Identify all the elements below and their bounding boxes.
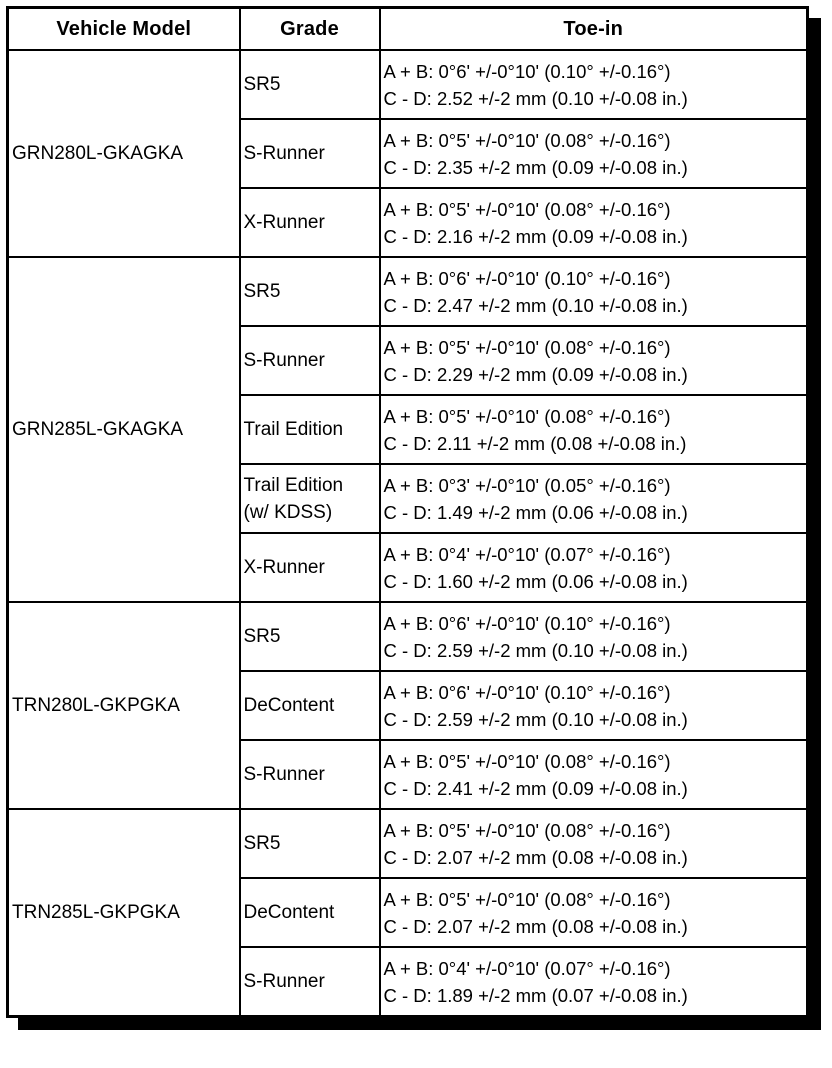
toe-in-spec-table xyxy=(6,6,809,1018)
vehicle-model-cell: GRN285L-GKAGKA xyxy=(8,257,240,602)
grade-cell: SR5 xyxy=(240,602,380,671)
toe-in-cell xyxy=(380,878,808,947)
toe-cd-value: C - D: 2.11 +/-2 mm (0.08 +/-0.08 in.) xyxy=(383,432,687,454)
vehicle-model-cell: TRN280L-GKPGKA xyxy=(8,602,240,809)
toe-ab-value: A + B: 0°5' +/-0°10' (0.08° +/-0.16°) xyxy=(383,198,671,220)
toe-ab-value: A + B: 0°5' +/-0°10' (0.08° +/-0.16°) xyxy=(383,750,671,772)
toe-ab-value: A + B: 0°5' +/-0°10' (0.08° +/-0.16°) xyxy=(383,819,671,841)
toe-in-cell xyxy=(380,326,808,395)
table-row xyxy=(8,809,808,878)
grade-cell: SR5 xyxy=(240,257,380,326)
toe-ab-value: A + B: 0°5' +/-0°10' (0.08° +/-0.16°) xyxy=(383,888,671,910)
grade-line-2: (w/ KDSS) xyxy=(243,501,333,523)
header-row xyxy=(8,8,808,51)
toe-ab-value: A + B: 0°5' +/-0°10' (0.08° +/-0.16°) xyxy=(383,336,671,358)
grade-cell: S-Runner xyxy=(240,740,380,809)
grade-cell: S-Runner xyxy=(240,947,380,1017)
toe-cd-value: C - D: 2.07 +/-2 mm (0.08 +/-0.08 in.) xyxy=(383,915,688,937)
table-row xyxy=(8,50,808,119)
grade-cell: Trail Edition xyxy=(240,395,380,464)
toe-in-cell xyxy=(380,464,808,533)
toe-in-cell xyxy=(380,119,808,188)
toe-in-cell xyxy=(380,671,808,740)
header-vehicle-model: Vehicle Model xyxy=(8,8,240,51)
toe-in-cell xyxy=(380,395,808,464)
grade-cell xyxy=(240,464,380,533)
toe-cd-value: C - D: 2.29 +/-2 mm (0.09 +/-0.08 in.) xyxy=(383,363,688,385)
grade-cell: X-Runner xyxy=(240,533,380,602)
toe-ab-value: A + B: 0°6' +/-0°10' (0.10° +/-0.16°) xyxy=(383,681,671,703)
toe-ab-value: A + B: 0°5' +/-0°10' (0.08° +/-0.16°) xyxy=(383,405,671,427)
toe-in-cell xyxy=(380,947,808,1017)
header-toe-in: Toe-in xyxy=(380,8,808,51)
toe-cd-value: C - D: 2.52 +/-2 mm (0.10 +/-0.08 in.) xyxy=(383,87,688,109)
toe-ab-value: A + B: 0°6' +/-0°10' (0.10° +/-0.16°) xyxy=(383,612,671,634)
toe-cd-value: C - D: 2.16 +/-2 mm (0.09 +/-0.08 in.) xyxy=(383,225,688,247)
toe-cd-value: C - D: 2.35 +/-2 mm (0.09 +/-0.08 in.) xyxy=(383,156,688,178)
toe-cd-value: C - D: 2.47 +/-2 mm (0.10 +/-0.08 in.) xyxy=(383,294,688,316)
toe-cd-value: C - D: 2.07 +/-2 mm (0.08 +/-0.08 in.) xyxy=(383,846,688,868)
toe-in-cell xyxy=(380,602,808,671)
grade-cell: DeContent xyxy=(240,671,380,740)
toe-ab-value: A + B: 0°4' +/-0°10' (0.07° +/-0.16°) xyxy=(383,543,671,565)
grade-cell: DeContent xyxy=(240,878,380,947)
grade-cell: X-Runner xyxy=(240,188,380,257)
toe-in-cell xyxy=(380,809,808,878)
toe-ab-value: A + B: 0°3' +/-0°10' (0.05° +/-0.16°) xyxy=(383,474,671,496)
toe-ab-value: A + B: 0°5' +/-0°10' (0.08° +/-0.16°) xyxy=(383,129,671,151)
grade-cell: SR5 xyxy=(240,809,380,878)
header-grade: Grade xyxy=(240,8,380,51)
grade-line-1: Trail Edition xyxy=(243,474,344,496)
table-row xyxy=(8,257,808,326)
vehicle-model-cell: GRN280L-GKAGKA xyxy=(8,50,240,257)
toe-ab-value: A + B: 0°6' +/-0°10' (0.10° +/-0.16°) xyxy=(383,267,671,289)
toe-cd-value: C - D: 2.59 +/-2 mm (0.10 +/-0.08 in.) xyxy=(383,639,688,661)
toe-in-cell xyxy=(380,533,808,602)
toe-in-cell xyxy=(380,50,808,119)
grade-cell: S-Runner xyxy=(240,326,380,395)
table-row xyxy=(8,602,808,671)
toe-ab-value: A + B: 0°6' +/-0°10' (0.10° +/-0.16°) xyxy=(383,60,671,82)
toe-in-cell xyxy=(380,740,808,809)
vehicle-model-cell: TRN285L-GKPGKA xyxy=(8,809,240,1017)
toe-cd-value: C - D: 1.60 +/-2 mm (0.06 +/-0.08 in.) xyxy=(383,570,688,592)
grade-cell: S-Runner xyxy=(240,119,380,188)
grade-cell: SR5 xyxy=(240,50,380,119)
toe-ab-value: A + B: 0°4' +/-0°10' (0.07° +/-0.16°) xyxy=(383,957,671,979)
toe-cd-value: C - D: 1.49 +/-2 mm (0.06 +/-0.08 in.) xyxy=(383,501,688,523)
toe-cd-value: C - D: 1.89 +/-2 mm (0.07 +/-0.08 in.) xyxy=(383,984,688,1006)
toe-in-cell xyxy=(380,257,808,326)
toe-in-cell xyxy=(380,188,808,257)
toe-cd-value: C - D: 2.59 +/-2 mm (0.10 +/-0.08 in.) xyxy=(383,708,688,730)
toe-cd-value: C - D: 2.41 +/-2 mm (0.09 +/-0.08 in.) xyxy=(383,777,688,799)
